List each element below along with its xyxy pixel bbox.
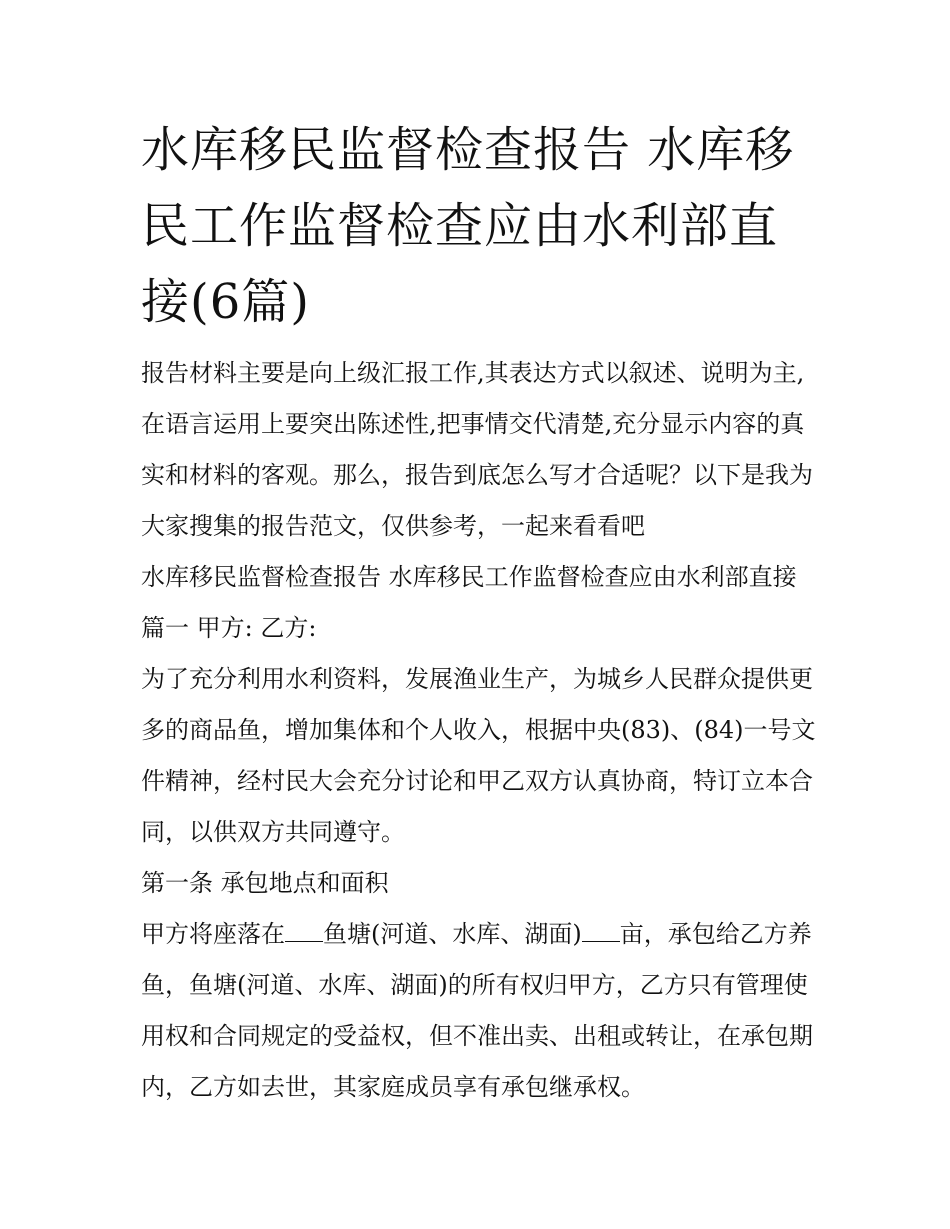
document-title: 水库移民监督检查报告 水库移民工作监督检查应由水利部直接(6篇)	[141, 122, 795, 330]
article-1-text-c: 亩，承包给乙方养鱼，鱼塘(河道、水库、湖面)的所有权归甲方，乙方只有管理使用权和合同规定的受益权，但不准出卖、出租或转让，在承包期内，乙方如去世，其家庭成员享有承包继承权。	[141, 920, 813, 1101]
article-1-paragraph	[141, 909, 816, 1113]
document-page	[141, 112, 816, 1113]
article-1-text-b: 鱼塘(河道、水库、湖面)	[323, 920, 582, 948]
document-body	[141, 348, 816, 1113]
fill-in-blank-area	[582, 921, 620, 942]
section-heading: 水库移民监督检查报告 水库移民工作监督检查应由水利部直接篇一 甲方: 乙方:	[141, 563, 797, 642]
intro-paragraph: 报告材料主要是向上级汇报工作,其表达方式以叙述、说明为主,在语言运用上要突出陈述性,把事情交代清楚,充分显示内容的真实和材料的客观。那么，报告到底怎么写才合适呢？以下是我为大家搜集的报告范文，仅供参考，一起来看看吧	[141, 359, 813, 540]
fill-in-blank-location	[285, 921, 323, 942]
contract-paragraph: 为了充分利用水利资料，发展渔业生产，为城乡人民群众提供更多的商品鱼，增加集体和个人收入，根据中央(83)、(84)一号文件精神，经村民大会充分讨论和甲乙双方认真协商，特订立本合同，以供双方共同遵守。	[141, 665, 816, 846]
article-1-text-a: 甲方将座落在	[141, 920, 285, 948]
article-1-title: 第一条 承包地点和面积	[141, 869, 389, 897]
